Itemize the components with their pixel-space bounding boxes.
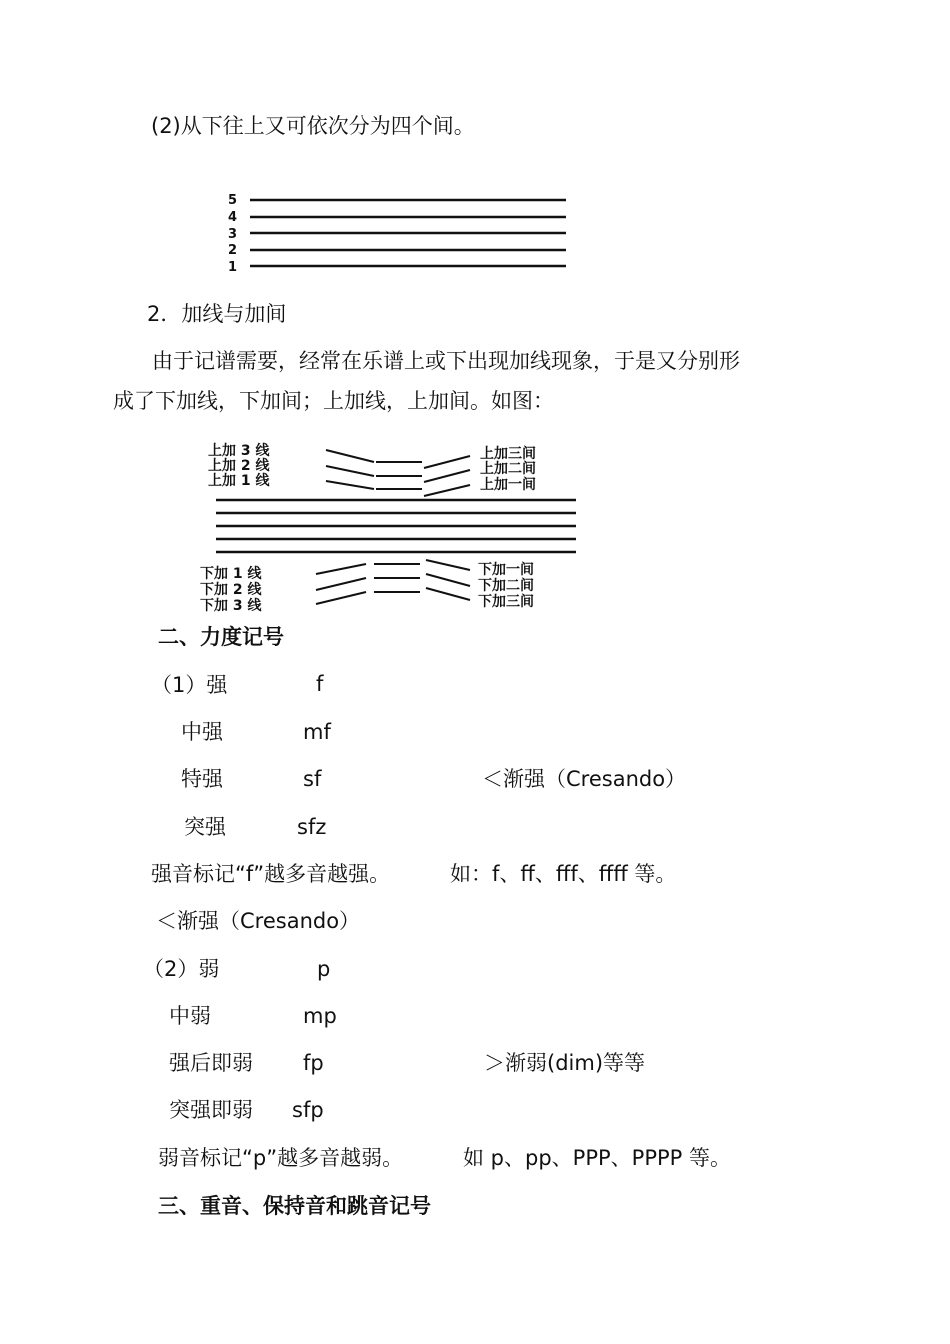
weak-accent-text: 弱音标记“p”越多音越弱。 [158,1146,404,1170]
dynamic-name: 中强 [181,720,223,744]
crescendo-line: ＜渐强（Cresando） [156,909,361,933]
staff-number-4: 4 [228,210,238,225]
staff-figure [226,190,574,274]
weak-accent-example: 如 p、pp、PPP、PPPP 等。 [463,1146,731,1170]
staff-number-5: 5 [228,193,238,208]
dynamic-symbol: mf [303,720,331,744]
diminuendo-note: ＞渐弱(dim)等等 [484,1051,646,1075]
dynamic-name: 突强即弱 [169,1098,253,1122]
heading-accent-marks: 三、重音、保持音和跳音记号 [158,1194,431,1218]
crescendo-note: ＜渐强（Cresando） [482,767,687,791]
strong-accent-text: 强音标记“f”越多音越强。 [151,862,391,886]
dynamic-name: 特强 [181,767,223,791]
dynamic-symbol: fp [303,1051,324,1075]
dynamic-name: 中弱 [169,1004,211,1028]
strong-symbol: f [316,672,324,696]
section-title-ledger: 2．加线与加间 [147,302,287,326]
upper-space-label: 上加三间 [480,446,536,462]
strong-label: （1）强 [151,673,228,697]
upper-space-label: 上加一间 [480,477,536,493]
dynamic-symbol: sfp [292,1098,324,1122]
weak-label: （2）弱 [143,957,220,981]
dynamic-name: 强后即弱 [169,1051,253,1075]
intro-text: (2)从下往上又可依次分为四个间。 [151,114,475,138]
dynamic-symbol: mp [303,1004,337,1028]
lower-space-label: 下加二间 [478,578,534,594]
dynamic-symbol: sfz [297,815,327,839]
lower-line-label: 下加 3 线 [200,598,262,614]
paragraph-line-1: 由于记谱需要，经常在乐谱上或下出现加线现象，于是又分别形 [152,349,740,373]
weak-symbol: p [317,957,331,981]
lower-line-label: 下加 2 线 [200,582,262,598]
upper-line-label: 上加 3 线 [208,443,270,459]
ledger-figure [198,440,596,614]
lower-space-label: 下加一间 [478,562,534,578]
paragraph-line-2: 成了下加线，下加间；上加线，上加间。如图： [113,389,554,413]
heading-dynamics: 二、力度记号 [158,625,284,649]
upper-line-label: 上加 1 线 [208,473,270,489]
dynamic-name: 突强 [184,815,226,839]
upper-space-label: 上加二间 [480,461,536,477]
lower-line-label: 下加 1 线 [200,566,262,582]
upper-line-label: 上加 2 线 [208,458,270,474]
lower-space-label: 下加三间 [478,594,534,610]
staff-number-2: 2 [228,243,238,258]
staff-number-3: 3 [228,227,238,242]
strong-accent-example: 如：f、ff、fff、ffff 等。 [450,862,677,886]
staff-number-1: 1 [228,260,238,274]
dynamic-symbol: sf [303,767,322,791]
